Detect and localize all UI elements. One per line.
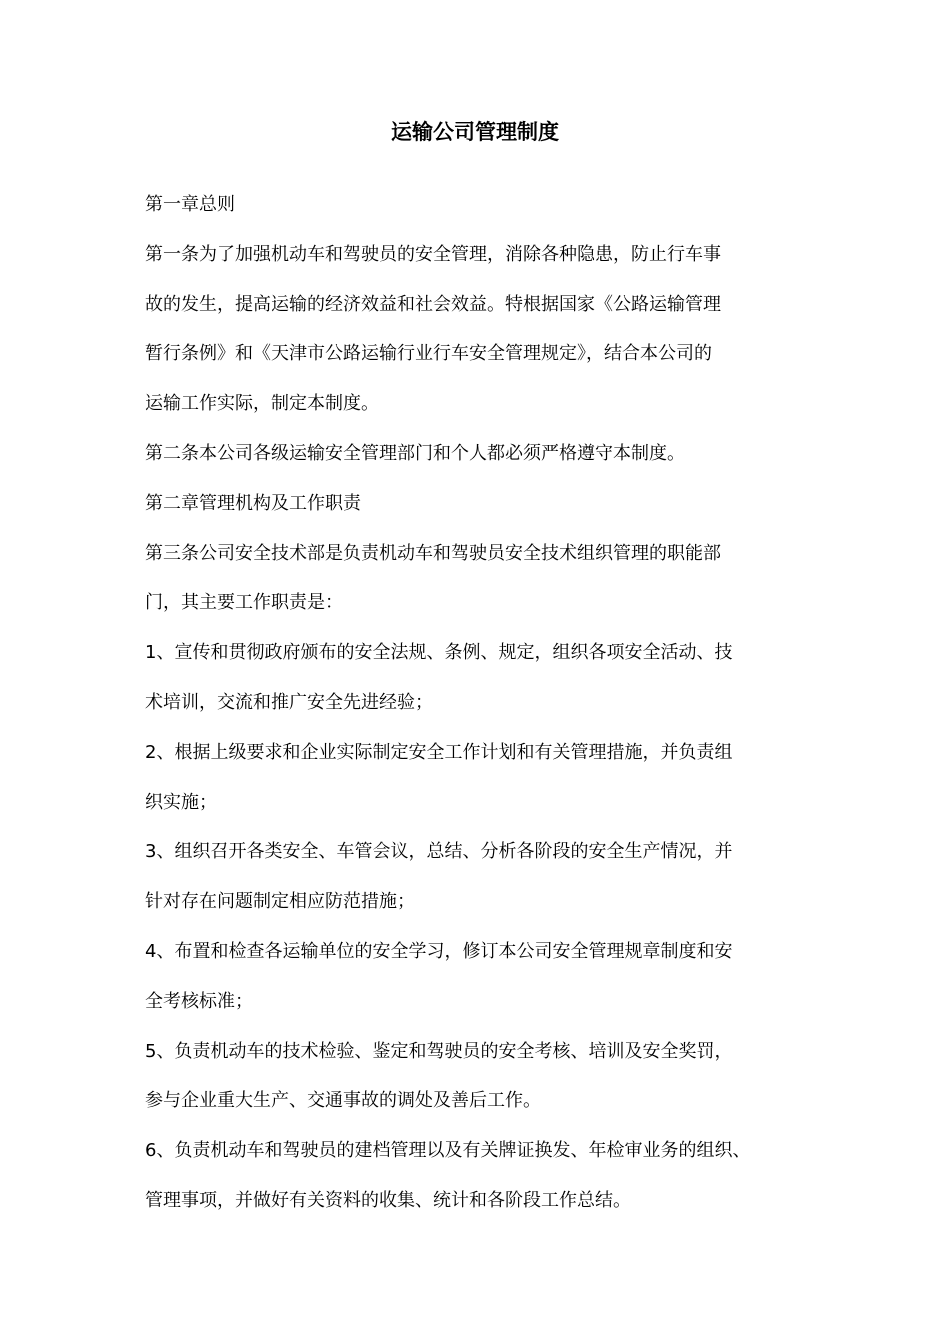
list-item-line: 3、组织召开各类安全、车管会议，总结、分析各阶段的安全生产情况，并 [145, 841, 733, 863]
chapter-heading: 第二章管理机构及工作职责 [145, 492, 361, 514]
list-item-line: 6、负责机动车和驾驶员的建档管理以及有关牌证换发、年检审业务的组织、 [145, 1140, 751, 1162]
list-item-line: 全考核标准； [145, 990, 253, 1012]
list-item-line: 针对存在问题制定相应防范措施； [145, 891, 415, 913]
body-line: 故的发生，提高运输的经济效益和社会效益。特根据国家《公路运输管理 [145, 293, 721, 315]
list-item-line: 织实施； [145, 791, 217, 813]
body-line: 第二条本公司各级运输安全管理部门和个人都必须严格遵守本制度。 [145, 442, 685, 464]
body-line: 第一条为了加强机动车和驾驶员的安全管理，消除各种隐患，防止行车事 [145, 243, 721, 265]
list-item-line: 5、负责机动车的技术检验、鉴定和驾驶员的安全考核、培训及安全奖罚， [145, 1040, 733, 1062]
list-item-line: 管理事项，并做好有关资料的收集、统计和各阶段工作总结。 [145, 1189, 631, 1211]
list-item-line: 2、根据上级要求和企业实际制定安全工作计划和有关管理措施，并负责组 [145, 741, 733, 763]
list-item-line: 4、布置和检查各运输单位的安全学习，修订本公司安全管理规章制度和安 [145, 940, 733, 962]
list-item-line: 1、宣传和贯彻政府颁布的安全法规、条例、规定，组织各项安全活动、技 [145, 642, 733, 664]
list-item-line: 参与企业重大生产、交通事故的调处及善后工作。 [145, 1090, 541, 1112]
list-item-line: 术培训，交流和推广安全先进经验； [145, 691, 433, 713]
document-title: 运输公司管理制度 [391, 120, 559, 144]
body-line: 暂行条例》和《天津市公路运输行业行车安全管理规定》，结合本公司的 [145, 343, 712, 365]
body-line: 门，其主要工作职责是： [145, 592, 343, 614]
document-body [145, 180, 810, 1226]
body-line: 运输工作实际，制定本制度。 [145, 393, 379, 415]
chapter-heading: 第一章总则 [145, 194, 235, 215]
body-line: 第三条公司安全技术部是负责机动车和驾驶员安全技术组织管理的职能部 [145, 542, 721, 564]
